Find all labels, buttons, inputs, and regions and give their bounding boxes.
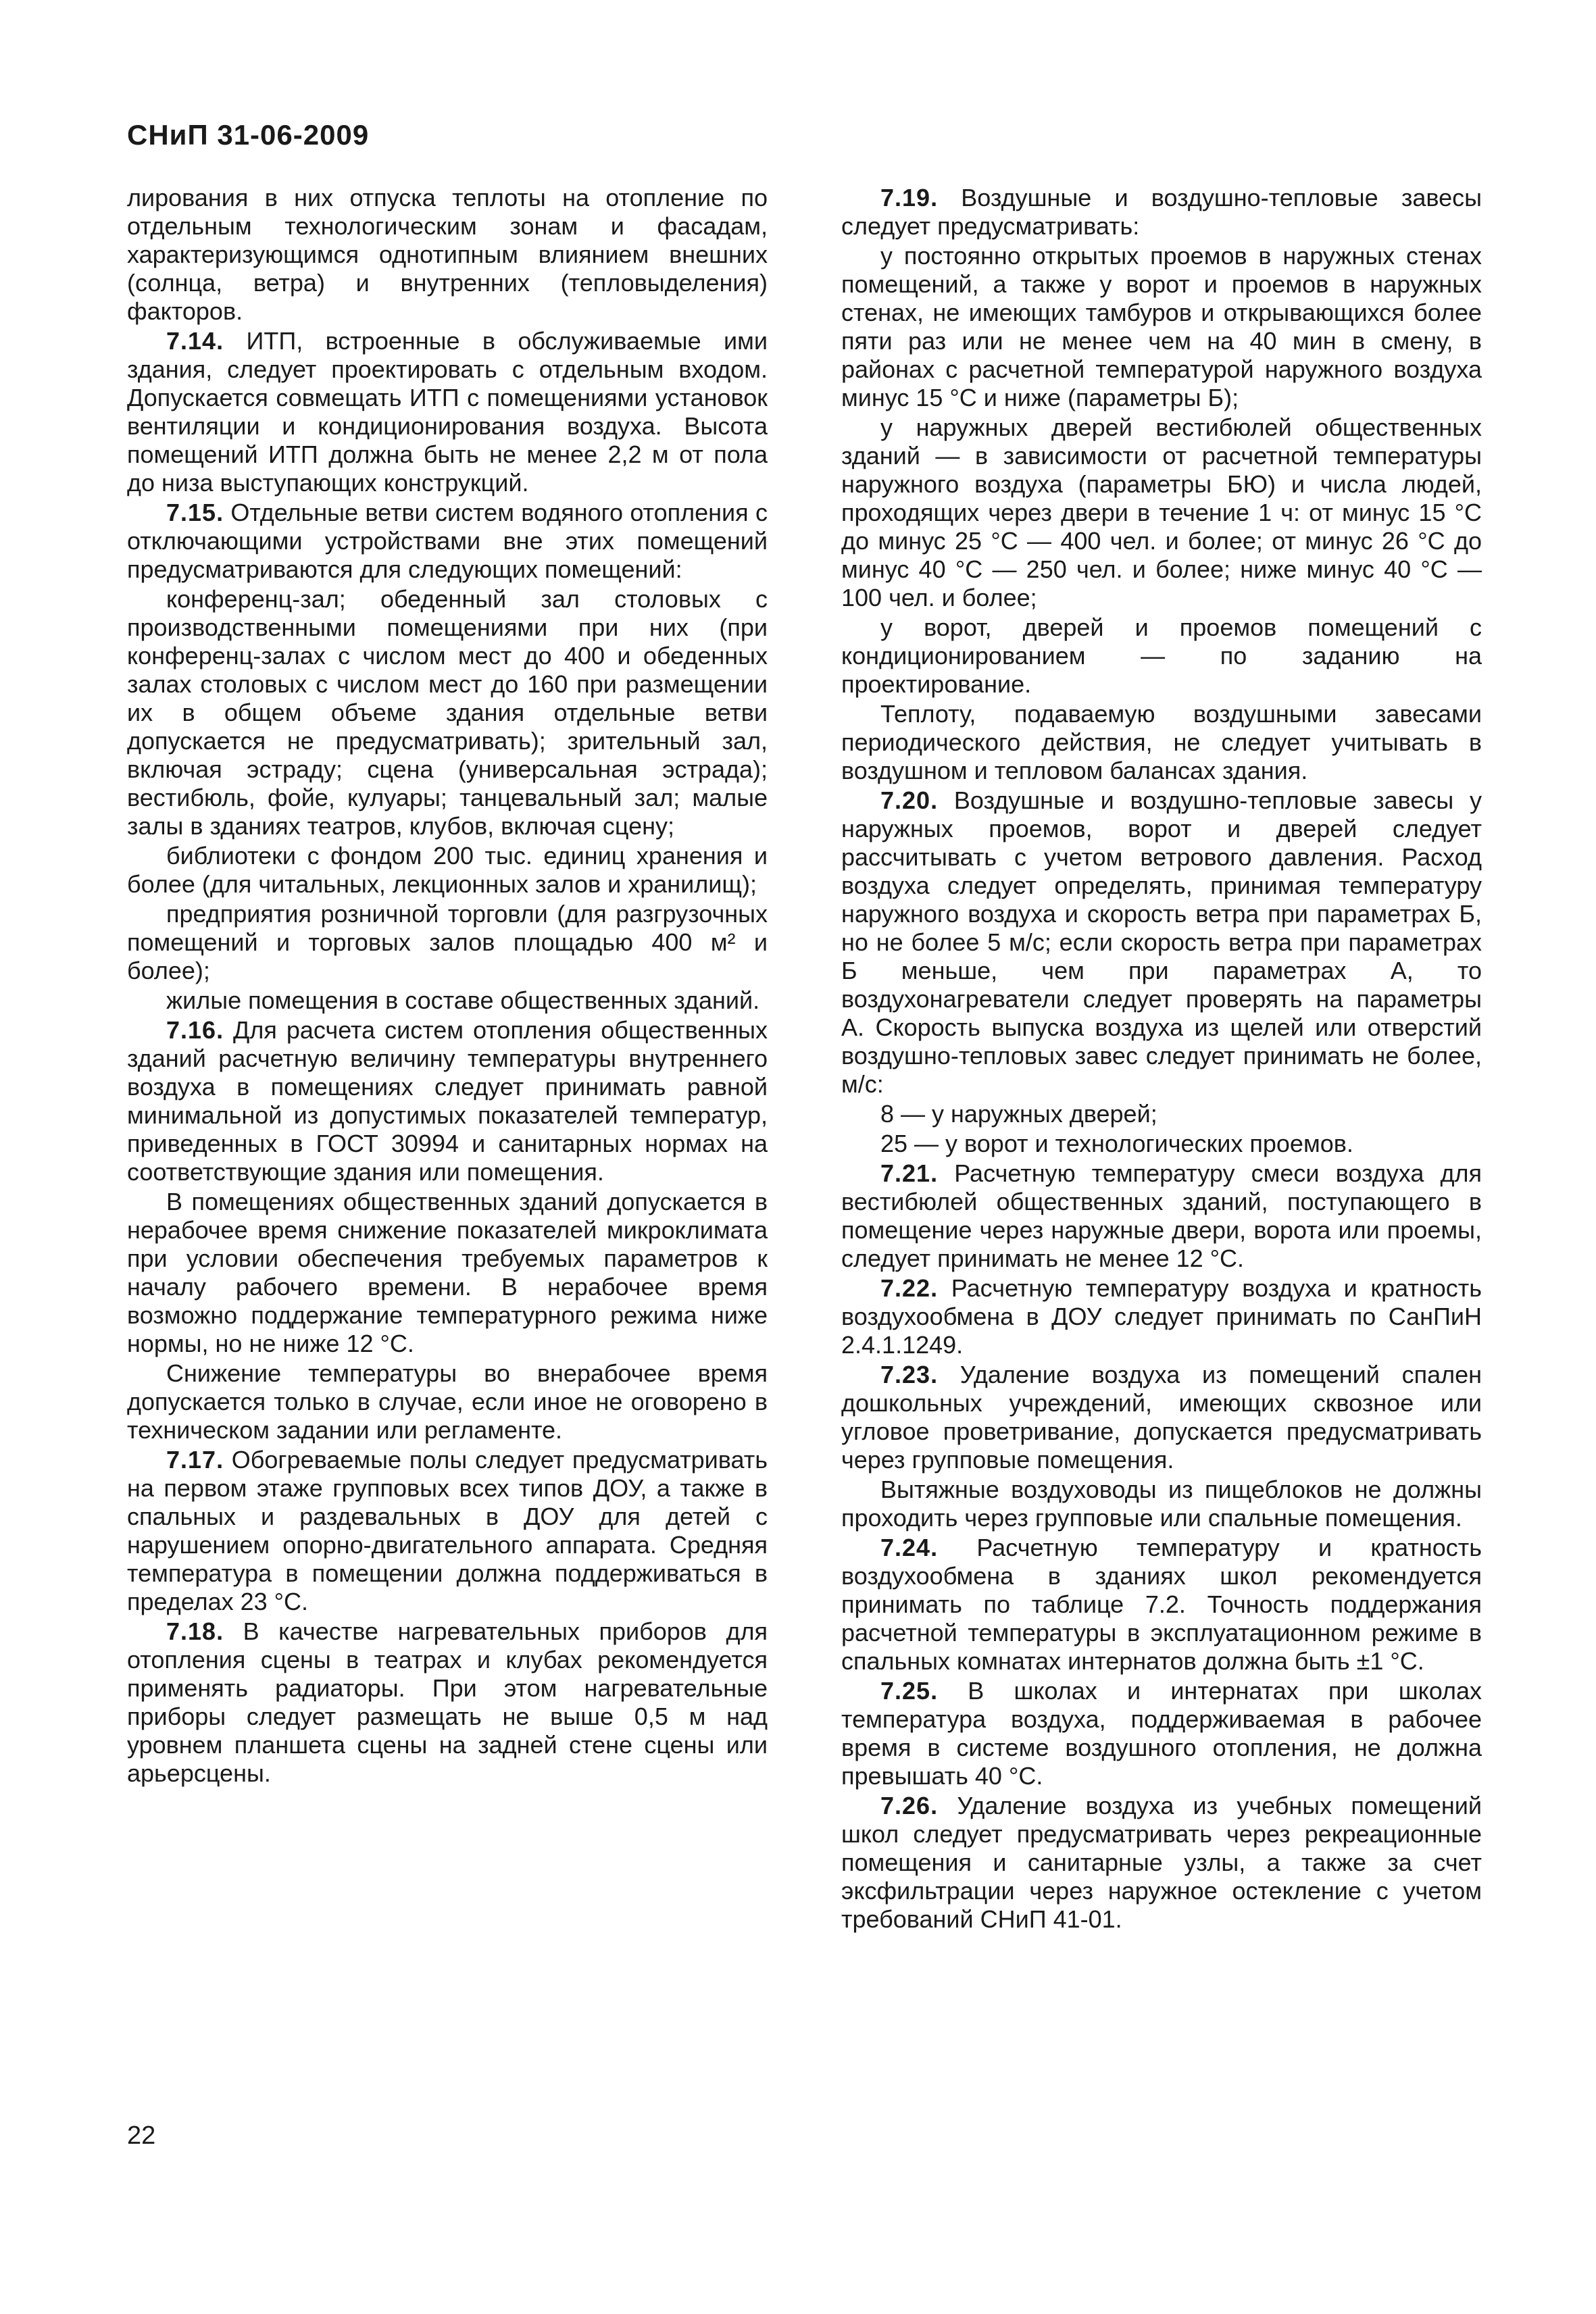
paragraph-text: ИТП, встроенные в обслуживаемые ими здания, следует проектировать с отдельным входом. Допускается совмещать ИТП с помещениями установок вентиляции и кондиционирования воздуха. Высота помещений ИТП должна быть не менее 2,2 м от пола до низа выступающих конструкций. — [127, 327, 768, 497]
clause-number: 7.14. — [166, 327, 224, 355]
clause-7-20 — [841, 786, 1482, 1099]
paragraph-text: Удаление воздуха из помещений спален дошкольных учреждений, имеющих сквозное или угловое проветривание, допускается предусматривать через групповые помещения. — [841, 1361, 1482, 1474]
paragraph-text: Воздушные и воздушно-тепловые завесы у наружных проемов, ворот и дверей следует рассчитывать с учетом ветрового давления. Расход воздуха следует определять, принимая температуру наружного воздуха и скорость ветра при параметрах Б, но не более 5 м/с; если скорость ветра при параметрах Б меньше, чем при параметрах А, то воздухонагреватели следует проверять на параметры А. Скорость выпуска воздуха из щелей или отверстий воздушно-тепловых завес следует принимать не более, м/с: — [841, 786, 1482, 1098]
clause-number: 7.24. — [880, 1534, 939, 1561]
page-number: 22 — [127, 2121, 156, 2150]
document-header: СНиП 31-06-2009 — [127, 119, 370, 151]
paragraph-text: В качестве нагревательных приборов для отопления сцены в театрах и клубах рекомендуется применять радиаторы. При этом нагревательные приборы следует размещать не выше 0,5 м над уровнем планшета сцены на задней стене сцены или арьерсцены. — [127, 1617, 768, 1787]
paragraph — [841, 1130, 1482, 1158]
paragraph-text: Для расчета систем отопления общественных зданий расчетную величину температуры внутреннего воздуха в помещениях следует принимать равной минимальной из допустимых показателей температур, приведенных в ГОСТ 30994 и санитарных нормах на соответствующие здания или помещения. — [127, 1016, 768, 1186]
clause-number: 7.19. — [880, 184, 939, 211]
paragraph-text: Отдельные ветви систем водяного отопления с отключающими устройствами вне этих помещений предусматриваются для следующих помещений: — [127, 499, 768, 583]
paragraph — [841, 413, 1482, 612]
clause-7-21 — [841, 1159, 1482, 1273]
clause-7-17 — [127, 1446, 768, 1616]
clause-number: 7.22. — [880, 1274, 939, 1302]
paragraph-text: Теплоту, подаваемую воздушными завесами периодического действия, не следует учитывать в воздушном и тепловом балансах здания. — [841, 700, 1482, 784]
clause-7-19 — [841, 184, 1482, 241]
clause-7-24 — [841, 1534, 1482, 1676]
clause-7-18 — [127, 1617, 768, 1788]
paragraph — [841, 700, 1482, 785]
paragraph — [127, 1188, 768, 1358]
paragraph-text: В помещениях общественных зданий допускается в нерабочее время снижение показателей микроклимата при условии обеспечения требуемых параметров к началу рабочего времени. В нерабочее время возможно поддержание температурного режима ниже нормы, но не ниже 12 °С. — [127, 1188, 768, 1357]
paragraph — [127, 900, 768, 985]
clause-7-16 — [127, 1016, 768, 1186]
clause-7-14 — [127, 327, 768, 497]
clause-number: 7.17. — [166, 1446, 224, 1474]
paragraph-text: 8 — у наружных дверей; — [880, 1100, 1157, 1128]
paragraph-text: Вытяжные воздуховоды из пищеблоков не должны проходить через групповые или спальные помещения. — [841, 1476, 1482, 1532]
paragraph-text: предприятия розничной торговли (для разгрузочных помещений и торговых залов площадью 400 м² и более); — [127, 900, 768, 984]
clause-number: 7.20. — [880, 786, 939, 814]
paragraph-text: Удаление воздуха из учебных помещений школ следует предусматривать через рекреационные помещения и санитарные узлы, а также за счет эксфильтрации через наружное остекление с учетом требований СНиП 41-01. — [841, 1792, 1482, 1933]
right-column — [841, 184, 1482, 1935]
paragraph — [127, 842, 768, 899]
paragraph-text: Расчетную температуру смеси воздуха для вестибюлей общественных зданий, поступающего в помещение через наружные двери, ворота или проемы, следует принимать не менее 12 °С. — [841, 1159, 1482, 1272]
paragraph-text: у наружных дверей вестибюлей общественных зданий — в зависимости от расчетной температуры наружного воздуха (параметры БЮ) и числа людей, проходящих через двери в течение 1 ч: от минус 15 °С до минус 25 °С — 400 чел. и более; от минус 26 °С до минус 40 °С — 250 чел. и более; ниже минус 40 °С — 100 чел. и более; — [841, 413, 1482, 611]
clause-7-15 — [127, 499, 768, 584]
clause-7-26 — [841, 1792, 1482, 1934]
paragraph-text: жилые помещения в составе общественных зданий. — [166, 986, 760, 1014]
clause-7-22 — [841, 1274, 1482, 1359]
clause-number: 7.26. — [880, 1792, 939, 1819]
paragraph-text: Обогреваемые полы следует предусматривать на первом этаже групповых всех типов ДОУ, а также в спальных и раздевальных в ДОУ для детей с нарушением опорно-двигательного аппарата. Средняя температура в помещении должна поддерживаться в пределах 23 °С. — [127, 1446, 768, 1615]
paragraph-text: Снижение температуры во внерабочее время допускается только в случае, если иное не оговорено в техническом задании или регламенте. — [127, 1359, 768, 1444]
paragraph — [127, 585, 768, 840]
paragraph — [127, 986, 768, 1015]
left-column — [127, 184, 768, 1789]
paragraph — [127, 1359, 768, 1444]
clause-number: 7.18. — [166, 1617, 224, 1645]
paragraph — [841, 613, 1482, 699]
clause-number: 7.23. — [880, 1361, 939, 1388]
clause-number: 7.16. — [166, 1016, 224, 1044]
paragraph-text: библиотеки с фондом 200 тыс. единиц хранения и более (для читальных, лекционных залов и хранилищ); — [127, 842, 768, 898]
paragraph — [841, 1476, 1482, 1532]
paragraph — [841, 242, 1482, 412]
paragraph — [127, 184, 768, 326]
paragraph-text: В школах и интернатах при школах температура воздуха, поддерживаемая в рабочее время в системе воздушного отопления, не должна превышать 40 °С. — [841, 1677, 1482, 1790]
paragraph-text: Воздушные и воздушно-тепловые завесы следует предусматривать: — [841, 184, 1482, 240]
clause-number: 7.21. — [880, 1159, 939, 1187]
paragraph-text: Расчетную температуру воздуха и кратность воздухообмена в ДОУ следует принимать по СанПиН 2.4.1.1249. — [841, 1274, 1482, 1359]
paragraph-text: у постоянно открытых проемов в наружных стенах помещений, а также у ворот и проемов в наружных стенах, не имеющих тамбуров и открывающихся более пяти раз или не менее чем на 40 мин в смену, в районах с расчетной температурой наружного воздуха минус 15 °С и ниже (параметры Б); — [841, 242, 1482, 411]
clause-7-23 — [841, 1361, 1482, 1474]
paragraph-text: конференц-зал; обеденный зал столовых с производственными помещениями при них (при конференц-залах с числом мест до 400 и обеденных залах столовых с числом мест до 160 при размещении их в общем объеме здания отдельные ветви допускается не предусматривать); зрительный зал, включая эстраду; сцена (универсальная эстрада); вестибюль, фойе, кулуары; танцевальный зал; малые залы в зданиях театров, клубов, включая сцену; — [127, 585, 768, 840]
paragraph — [841, 1100, 1482, 1128]
paragraph-text: 25 — у ворот и технологических проемов. — [880, 1130, 1353, 1157]
clause-number: 7.15. — [166, 499, 224, 526]
clause-7-25 — [841, 1677, 1482, 1790]
paragraph-text: у ворот, дверей и проемов помещений с кондиционированием — по заданию на проектирование. — [841, 613, 1482, 698]
paragraph-text: Расчетную температуру и кратность воздухообмена в зданиях школ рекомендуется принимать по таблице 7.2. Точность поддержания расчетной температуры в эксплуатационном режиме в спальных комнатах интернатов должна быть ±1 °С. — [841, 1534, 1482, 1675]
clause-number: 7.25. — [880, 1677, 939, 1705]
paragraph-text: лирования в них отпуска теплоты на отопление по отдельным технологическим зонам и фасадам, характеризующимся однотипным влиянием внешних (солнца, ветра) и внутренних (тепловыделения) факторов. — [127, 184, 768, 325]
